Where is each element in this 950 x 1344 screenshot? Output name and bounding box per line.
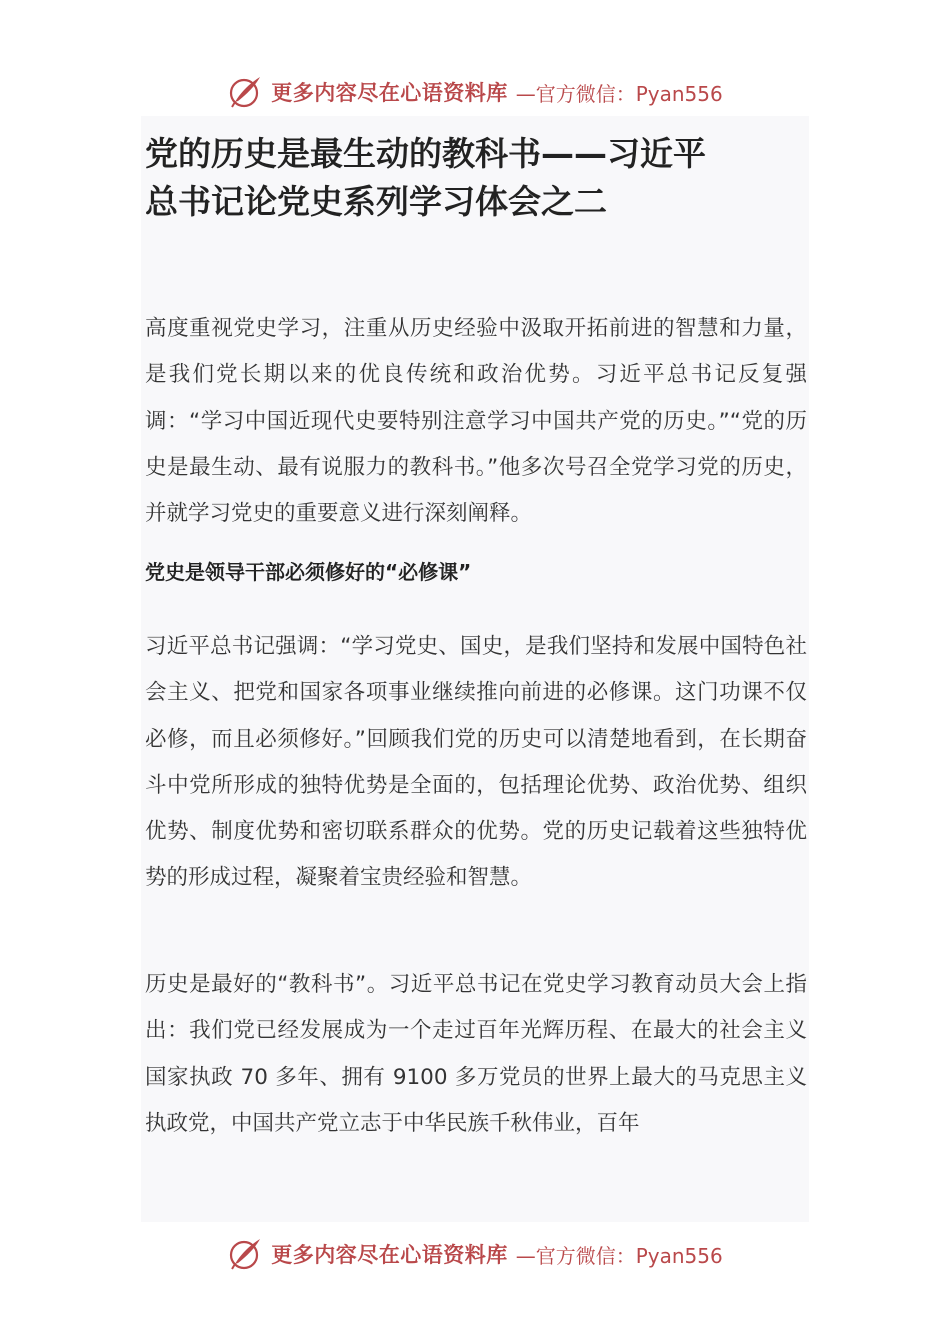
footer-wechat-text: —官方微信：Pyan556 (515, 1243, 723, 1268)
article-body (141, 116, 809, 1222)
header-brand-text: 更多内容尽在心语资料库 (271, 80, 508, 105)
footer-banner (0, 1232, 950, 1276)
article-title (145, 130, 795, 226)
paragraph-2: 习近平总书记强调：“学习党史、国史，是我们坚持和发展中国特色社会主义、把党和国家各项事业继续推向前进的必修课。这门功课不仅必修，而且必须修好。”回顾我们党的历史可以清楚地看到，在长期奋斗中党所形成的独特优势是全面的，包括理论优势、政治优势、组织优势、制度优势和密切联系群众的优势。党的历史记载着这些独特优势的形成过程，凝聚着宝贵经验和智慧。 (145, 634, 807, 891)
article-title-line2: 总书记论党史系列学习体会之二 (145, 182, 607, 221)
article-title-line1: 党的历史是最生动的教科书——习近平 (145, 134, 706, 173)
paragraph-1: 高度重视党史学习，注重从历史经验中汲取开拓前进的智慧和力量，是我们党长期以来的优良传统和政治优势。习近平总书记反复强调：“学习中国近现代史要特别注意学习中国共产党的历史。”“党的历史是最生动、最有说服力的教科书。”他多次号召全党学习党的历史，并就学习党史的重要意义进行深刻阐释。 (145, 316, 807, 527)
quill-pen-logo-icon (227, 1236, 263, 1272)
header-wechat-text: —官方微信：Pyan556 (515, 81, 723, 106)
quill-pen-logo-icon (227, 74, 263, 110)
section-heading: 党史是领导干部必须修好的“必修课” (145, 560, 472, 584)
paragraph-3: 历史是最好的“教科书”。习近平总书记在党史学习教育动员大会上指出：我们党已经发展成为一个走过百年光辉历程、在最大的社会主义国家执政 70 多年、拥有 9100 多万党员的世界上最大的马克思主义执政党，中国共产党立志于中华民族千秋伟业，百年 (145, 972, 807, 1136)
header-banner (0, 70, 950, 114)
footer-brand-text: 更多内容尽在心语资料库 (271, 1242, 508, 1267)
